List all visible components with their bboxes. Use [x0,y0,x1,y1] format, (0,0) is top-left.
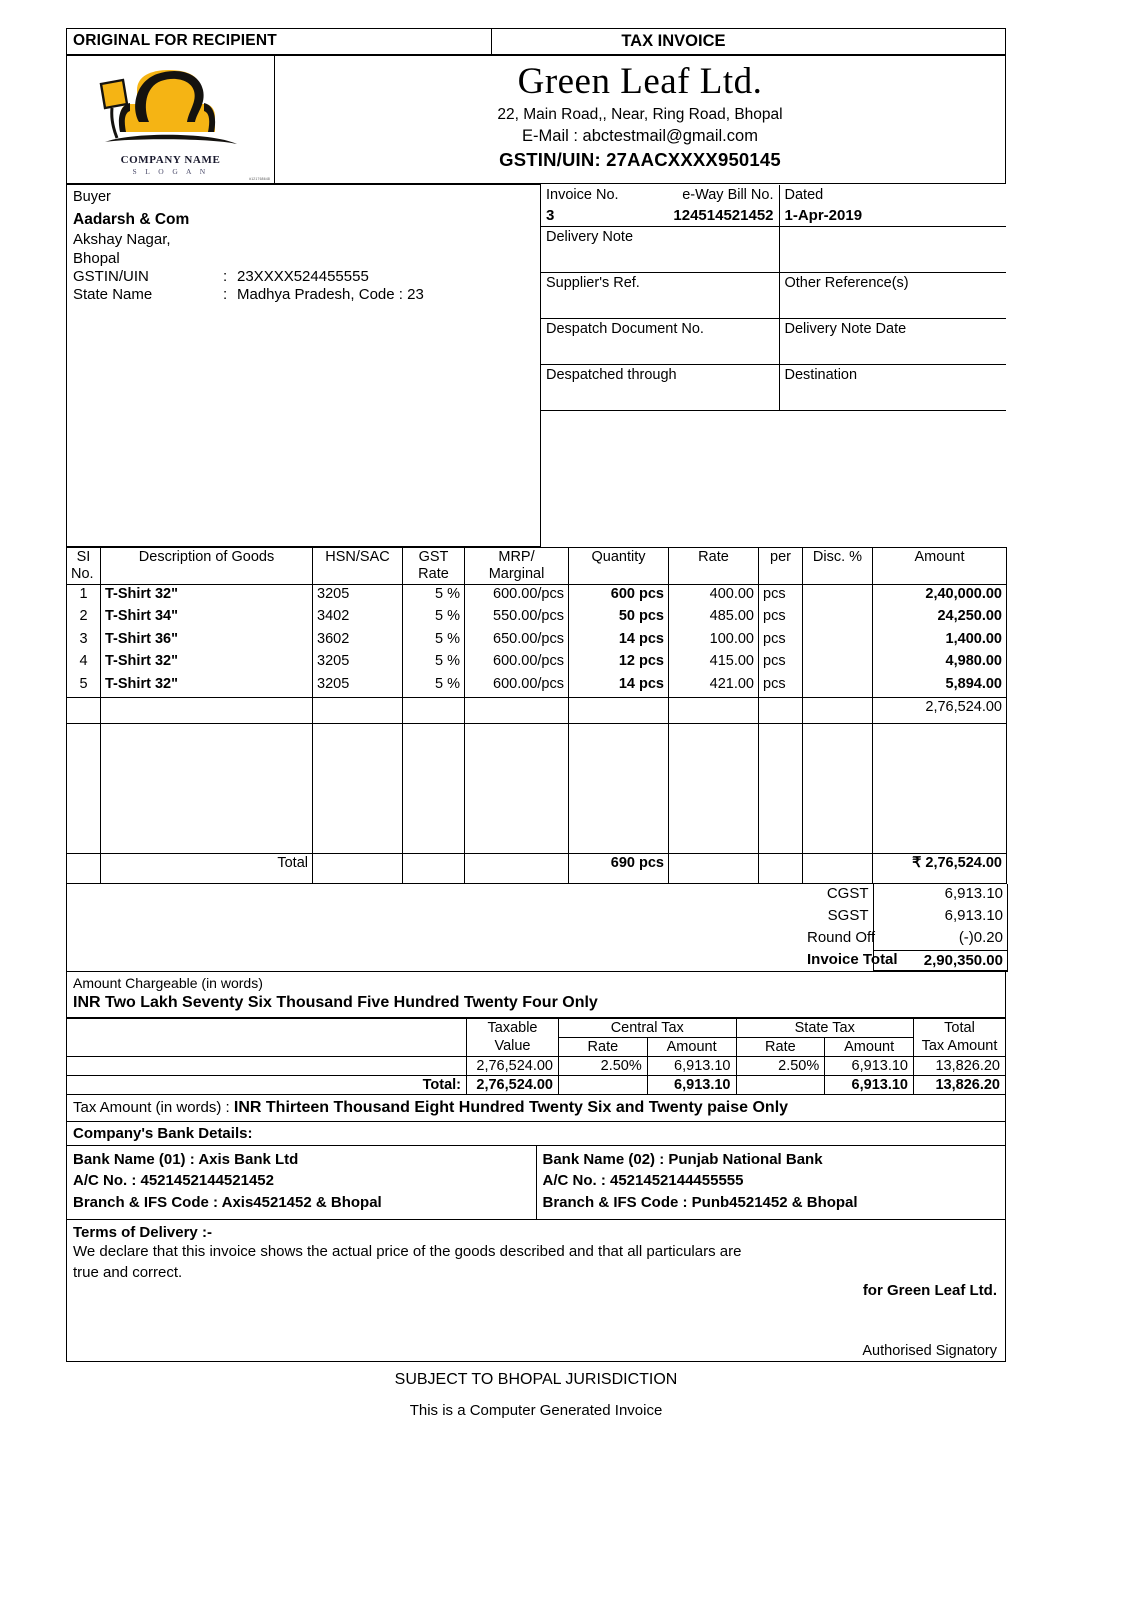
seller-address: 22, Main Road,, Near, Ring Road, Bhopal [497,106,783,124]
armchair-logo-icon [83,60,259,156]
delivery-note-cell [541,226,779,272]
tax-summary-blank [67,1018,467,1056]
tax-line-row [67,884,1007,906]
suppliers-ref-cell [541,272,779,318]
row-per: pcs [759,675,803,698]
buyer-state-colon: : [223,286,228,303]
column-hsn-sac: HSN/SAC [313,548,403,585]
logo-slogan: S L O G A N [132,167,209,176]
bank-right-cell [536,1145,1006,1219]
delivery-note-date-cell [779,318,1006,364]
row-hsn: 3602 [313,630,403,653]
row-disc [803,607,873,630]
dated-cell [779,185,1006,227]
buyer-address-line-2: Bhopal [73,250,120,267]
items-spacer-row [67,723,1007,853]
ts-central-amount: 6,913.10 [647,1056,736,1075]
bank-left-cell [67,1145,537,1219]
buyer-state-value: Madhya Pradesh, Code : 23 [237,286,424,303]
tax-summary-central-header: Central Tax [559,1018,737,1037]
tax-summary-state-rate-header: Rate [736,1037,825,1056]
despatch-doc-cell [541,318,779,364]
buyer-gstin-row [73,268,540,285]
row-description: T-Shirt 32" [101,652,313,675]
row-per: pcs [759,630,803,653]
despatched-through-cell [541,364,779,410]
row-sl: 2 [67,607,101,630]
row-amount: 1,400.00 [873,630,1007,653]
dated-value: 1-Apr-2019 [784,206,863,224]
tax-summary-body [67,1056,1006,1075]
ts-taxable-value: 2,76,524.00 [467,1056,559,1075]
invoice-total-label: Invoice Total [807,951,898,969]
tax-line-amount: (-)0.20 [873,928,1007,950]
row-mrp: 600.00/pcs [465,585,569,608]
other-reference-cell [779,272,1006,318]
bank-left-branch: Branch & IFS Code : Axis4521452 & Bhopal [73,1194,382,1212]
terms-body-line-2: true and correct. [73,1264,183,1282]
row-rate: 100.00 [669,630,759,653]
row-hsn: 3205 [313,675,403,698]
destination-label: Destination [784,366,858,383]
invoice-no-value: 3 [546,206,555,224]
row-amount: 24,250.00 [873,607,1007,630]
mode-terms-cell [779,226,1006,272]
row-quantity: 12 pcs [569,652,669,675]
items-subtotal-row [67,697,1007,723]
buyer-state-label: State Name [73,286,153,303]
column-rate: Rate [669,548,759,585]
row-gst-rate: 5 % [403,630,465,653]
column-sl-no: SI No. [67,548,101,585]
items-total-quantity: 690 pcs [569,853,669,883]
tax-line-label: CGST [826,884,869,902]
seller-name: Green Leaf Ltd. [517,61,763,102]
tax-summary-taxable-header-2: Value [467,1037,559,1056]
meta-grid-cell [541,185,1007,547]
tax-line-amount: 6,913.10 [873,906,1007,928]
despatched-through-label: Despatched through [546,366,677,383]
header-bar [66,28,1006,55]
items-table [66,547,1007,884]
buyer-state-row [73,286,540,303]
tax-summary-state-amount-header: Amount [825,1037,914,1056]
tax-line-row [67,906,1007,928]
tax-amount-words-cell [67,1095,1006,1122]
tax-line-pad [67,906,803,928]
despatch-doc-label: Despatch Document No. [546,320,704,337]
amount-chargeable-label: Amount Chargeable (in words) [73,974,263,991]
row-hsn: 3205 [313,652,403,675]
tax-summary-state-header: State Tax [736,1018,914,1037]
invoice-meta-table [541,185,1006,499]
authorised-signatory-label: Authorised Signatory [862,1343,997,1360]
tax-line-row [67,928,1007,950]
tax-line-label: SGST [827,906,869,924]
tax-summary-total-state-rate [736,1075,825,1094]
row-disc [803,675,873,698]
tax-line-pad [67,884,803,906]
column-quantity: Quantity [569,548,669,585]
other-reference-label: Other Reference(s) [784,274,909,291]
tax-amount-words-block [66,1095,1006,1122]
row-mrp: 550.00/pcs [465,607,569,630]
terms-title: Terms of Delivery :- [73,1223,212,1241]
bank-details-block [66,1122,1006,1220]
eway-bill-label: e-Way Bill No. [682,186,774,203]
buyer-label: Buyer [73,189,111,205]
row-per: pcs [759,585,803,608]
tax-line-pad [67,928,803,950]
item-row [67,585,1007,608]
row-sl: 5 [67,675,101,698]
row-amount: 4,980.00 [873,652,1007,675]
meta-empty-cell [541,410,1006,498]
invoice-total-table [67,950,1007,971]
delivery-note-date-label: Delivery Note Date [784,320,907,337]
row-mrp: 600.00/pcs [465,675,569,698]
bank-left-name: Bank Name (01) : Axis Bank Ltd [73,1150,299,1168]
row-rate: 485.00 [669,607,759,630]
invoice-total-amount: 2,90,350.00 [873,950,1007,970]
column-disc-percent: Disc. % [803,548,873,585]
dated-label: Dated [784,186,824,203]
tax-summary-row [67,1056,1006,1075]
invoice-page [66,28,1006,1419]
row-disc [803,652,873,675]
tax-summary-table [66,1018,1006,1095]
tax-summary-total-row [67,1075,1006,1094]
row-per: pcs [759,607,803,630]
buyer-gstin-colon: : [223,268,228,285]
row-rate: 421.00 [669,675,759,698]
items-subtotal-amount: 2,76,524.00 [873,697,1007,723]
tax-amount-words-label: Tax Amount (in words) : [73,1098,234,1116]
company-header [66,55,1006,184]
seller-email: E-Mail : abctestmail@gmail.com [522,127,758,146]
row-hsn: 3205 [313,585,403,608]
column-gst-rate: GST Rate [403,548,465,585]
row-disc [803,630,873,653]
tax-summary-total-label: Total: [67,1075,467,1094]
tax-lines-table [67,884,1007,950]
tax-line-label: Round Off [807,928,876,946]
row-amount: 5,894.00 [873,675,1007,698]
company-logo-cell [67,56,275,184]
row-description: T-Shirt 32" [101,585,313,608]
ts-total-tax: 13,826.20 [914,1056,1006,1075]
row-hsn: 3402 [313,607,403,630]
tax-summary-total-central-amount: 6,913.10 [647,1075,736,1094]
row-quantity: 14 pcs [569,630,669,653]
row-mrp: 600.00/pcs [465,652,569,675]
delivery-note-label: Delivery Note [546,228,634,245]
row-gst-rate: 5 % [403,652,465,675]
row-rate: 400.00 [669,585,759,608]
bank-right-account: A/C No. : 4521452144455555 [542,1172,744,1190]
row-sl: 1 [67,585,101,608]
row-gst-rate: 5 % [403,607,465,630]
suppliers-ref-label: Supplier's Ref. [546,274,640,291]
item-row [67,652,1007,675]
seller-gstin: GSTIN/UIN: 27AACXXXX950145 [499,149,781,171]
ts-state-amount: 6,913.10 [825,1056,914,1075]
row-description: T-Shirt 34" [101,607,313,630]
column-description: Description of Goods [101,548,313,585]
computer-generated-text: This is a Computer Generated Invoice [409,1402,663,1420]
terms-cell [67,1220,1006,1362]
column-per: per [759,548,803,585]
tax-summary-total-taxable: 2,76,524.00 [467,1075,559,1094]
item-row [67,607,1007,630]
tax-lines-block [66,884,1008,972]
logo-company-name: COMPANY NAME [120,154,221,166]
buyer-block [67,185,541,547]
item-row [67,675,1007,698]
buyer-and-meta [66,184,1006,547]
row-rate: 415.00 [669,652,759,675]
buyer-address-line-1: Akshay Nagar, [73,231,171,248]
items-total-label: Total [101,853,313,883]
ts-row-blank [67,1056,467,1075]
column-mrp-marginal: MRP/ Marginal [465,548,569,585]
original-for-recipient-label: ORIGINAL FOR RECIPIENT [67,29,492,55]
ts-state-rate: 2.50% [736,1056,825,1075]
items-total-amount: ₹ 2,76,524.00 [873,853,1007,883]
row-sl: 3 [67,630,101,653]
buyer-gstin-value: 23XXXX524455555 [237,268,369,285]
row-quantity: 14 pcs [569,675,669,698]
row-mrp: 650.00/pcs [465,630,569,653]
tax-summary-central-rate-header: Rate [559,1037,648,1056]
buyer-gstin-label: GSTIN/UIN [73,268,149,285]
amount-chargeable-value: INR Two Lakh Seventy Six Thousand Five Hundred Twenty Four Only [73,993,598,1011]
tax-summary-total-header-2: Tax Amount [914,1037,1006,1056]
row-quantity: 50 pcs [569,607,669,630]
buyer-name: Aadarsh & Com [73,211,190,228]
destination-cell [779,364,1006,410]
row-description: T-Shirt 32" [101,675,313,698]
items-body [67,585,1007,698]
ts-central-rate: 2.50% [559,1056,648,1075]
tax-line-amount: 6,913.10 [873,884,1007,906]
invoice-no-cell [541,185,779,227]
row-disc [803,585,873,608]
items-header-row [67,548,1007,585]
terms-body-line-1: We declare that this invoice shows the actual price of the goods described and that all particulars are [73,1242,742,1260]
tax-amount-words-value: INR Thirteen Thousand Eight Hundred Twenty Six and Twenty paise Only [233,1098,789,1116]
tax-summary-total-tax: 13,826.20 [914,1075,1006,1094]
logo-stock-code: #121768648 [249,177,270,181]
tax-summary-central-amount-header: Amount [647,1037,736,1056]
row-quantity: 600 pcs [569,585,669,608]
tax-summary-taxable-header: Taxable [467,1018,559,1037]
bank-left-account: A/C No. : 4521452144521452 [73,1172,274,1190]
row-description: T-Shirt 36" [101,630,313,653]
bank-right-name: Bank Name (02) : Punjab National Bank [542,1150,823,1168]
items-total-row [67,853,1007,883]
row-gst-rate: 5 % [403,675,465,698]
eway-bill-value: 124514521452 [673,206,774,224]
tax-summary-total-header: Total [914,1018,1006,1037]
item-row [67,630,1007,653]
row-gst-rate: 5 % [403,585,465,608]
bank-details-title: Company's Bank Details: [67,1122,1006,1146]
bank-right-branch: Branch & IFS Code : Punb4521452 & Bhopal [542,1194,858,1212]
row-sl: 4 [67,652,101,675]
invoice-no-label: Invoice No. [546,186,619,203]
amount-in-words-block [66,972,1006,1018]
terms-block [66,1220,1006,1363]
tax-summary-total-central-rate [559,1075,648,1094]
tax-summary-header-top [67,1018,1006,1037]
jurisdiction-text: SUBJECT TO BHOPAL JURISDICTION [394,1371,678,1389]
tax-invoice-title: TAX INVOICE [491,29,1005,55]
row-per: pcs [759,652,803,675]
seller-details-cell [275,56,1006,184]
for-company-label: for Green Leaf Ltd. [862,1281,997,1299]
column-amount: Amount [873,548,1007,585]
tax-summary-total-state-amount: 6,913.10 [825,1075,914,1094]
row-amount: 2,40,000.00 [873,585,1007,608]
page-footer [66,1371,1006,1419]
